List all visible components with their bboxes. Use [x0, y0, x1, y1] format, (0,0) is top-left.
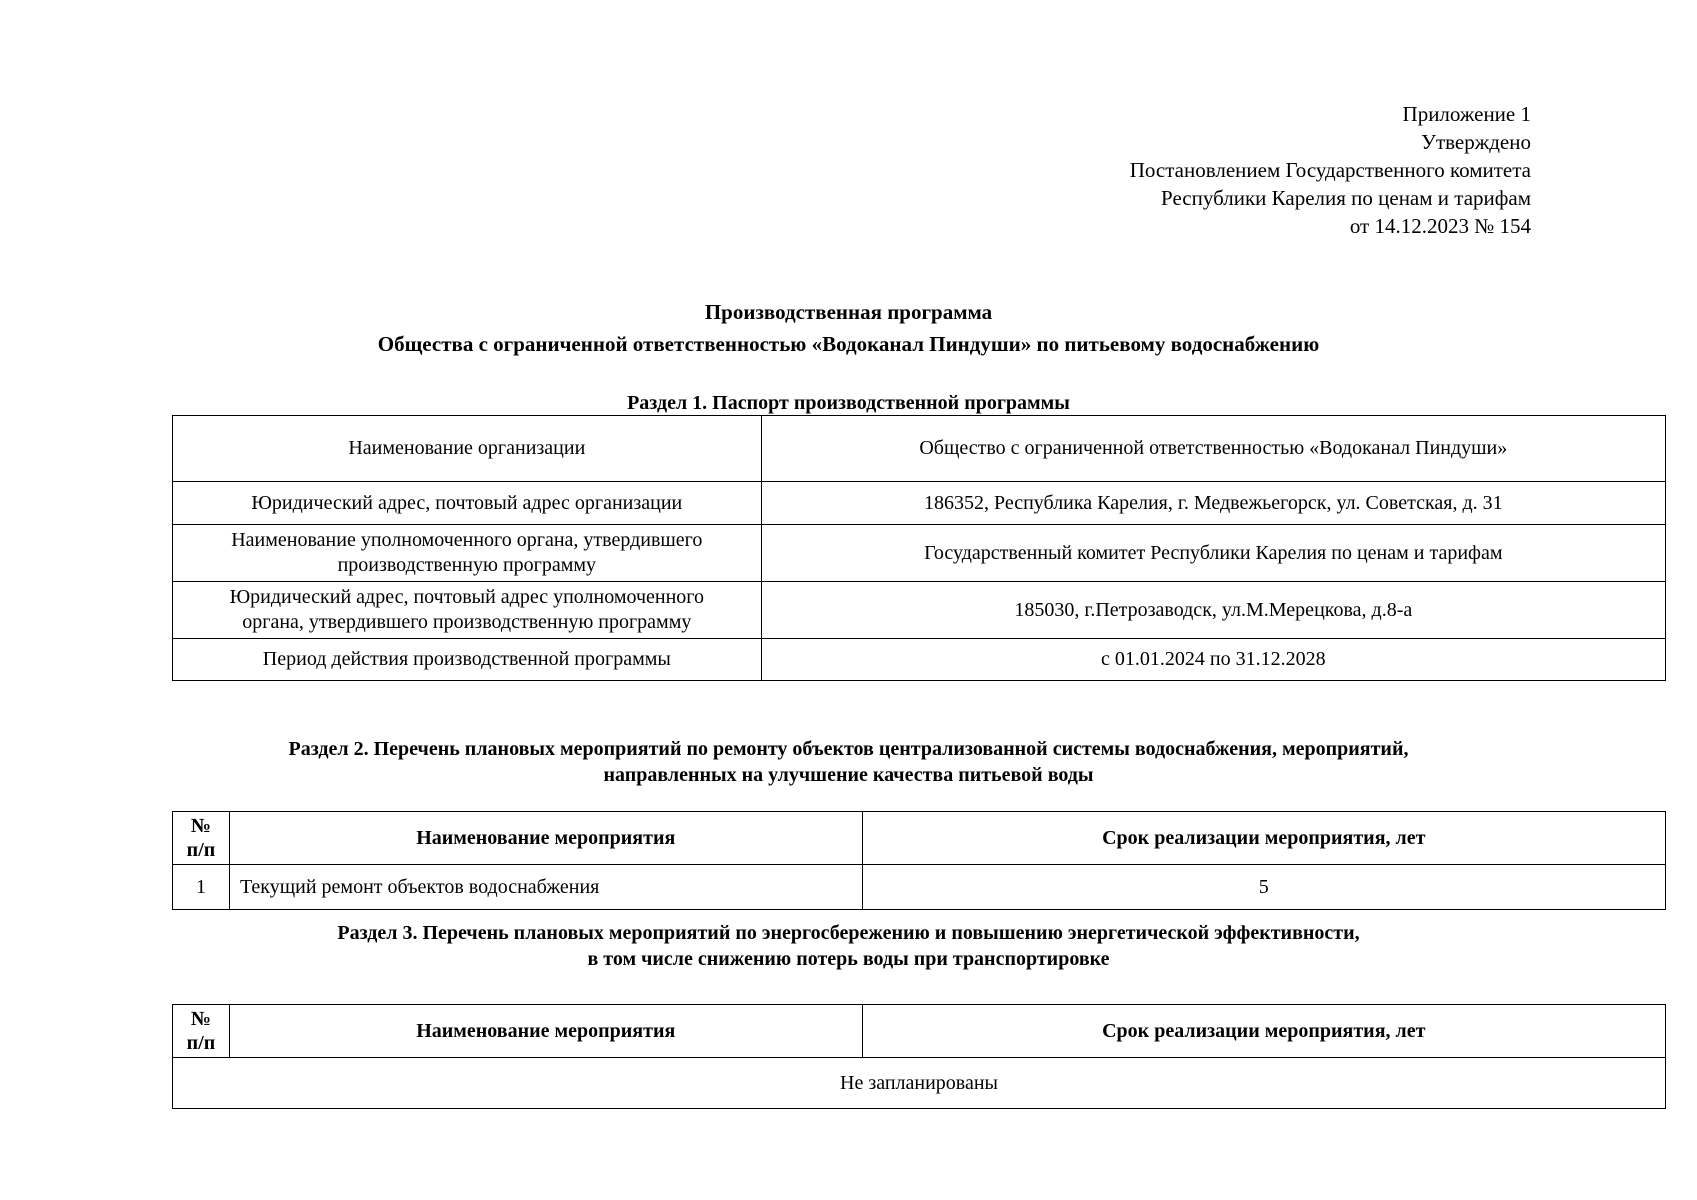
- passport-label: [173, 525, 762, 582]
- column-header-name: Наименование мероприятия: [229, 1005, 862, 1058]
- section3-heading-line-1: Раздел 3. Перечень плановых мероприятий по энергосбережению и повышению энергетической эффективности,: [337, 922, 1360, 944]
- passport-label-line: Юридический адрес, почтовый адрес уполномоченного: [229, 586, 705, 608]
- committee-label: Республики Карелия по ценам и тарифам: [1161, 186, 1531, 210]
- document-title: [0, 296, 1697, 360]
- column-header-number: [173, 1005, 230, 1058]
- passport-label-line: органа, утвердившего производственную программу: [242, 611, 692, 633]
- passport-label: Юридический адрес, почтовый адрес организации: [173, 482, 762, 525]
- title-line-2: Общества с ограниченной ответственностью «Водоканал Пиндуши» по питьевому водоснабжению: [377, 332, 1320, 356]
- section2-heading-line-1: Раздел 2. Перечень плановых мероприятий по ремонту объектов централизованной системы водоснабжения, мероприятий,: [288, 738, 1409, 760]
- table-header-row: [173, 812, 1666, 865]
- title-line-1: Производственная программа: [704, 300, 993, 324]
- table-row: [173, 416, 1666, 482]
- column-header-term: Срок реализации мероприятия, лет: [862, 812, 1665, 865]
- passport-label: [173, 582, 762, 639]
- passport-value: 186352, Республика Карелия, г. Медвежьегорск, ул. Советская, д. 31: [761, 482, 1665, 525]
- resolution-date: от 14.12.2023 № 154: [1349, 214, 1531, 238]
- passport-label: Наименование организации: [173, 416, 762, 482]
- table-row: [173, 482, 1666, 525]
- table-header-row: [173, 1005, 1666, 1058]
- section3-heading: [0, 920, 1697, 972]
- number-sign: №: [190, 815, 212, 837]
- passport-label-line: производственную программу: [337, 554, 597, 576]
- appendix-label: Приложение 1: [1402, 102, 1531, 126]
- not-planned-cell: Не запланированы: [173, 1058, 1666, 1109]
- section1-heading: Раздел 1. Паспорт производственной программы: [627, 392, 1070, 414]
- column-header-number: [173, 812, 230, 865]
- energy-measures-table: [172, 1004, 1666, 1109]
- section2-heading: [0, 736, 1697, 788]
- table-row: [173, 525, 1666, 582]
- approval-stamp: [1130, 100, 1531, 240]
- repair-measures-table: [172, 811, 1666, 910]
- table-row: [173, 639, 1666, 681]
- measure-name: Текущий ремонт объектов водоснабжения: [229, 865, 862, 910]
- passport-value: с 01.01.2024 по 31.12.2028: [761, 639, 1665, 681]
- section3-heading-line-2: в том числе снижению потерь воды при транспортировке: [587, 948, 1110, 970]
- passport-value: Общество с ограниченной ответственностью «Водоканал Пиндуши»: [761, 416, 1665, 482]
- measure-term: 5: [862, 865, 1665, 910]
- resolution-label: Постановлением Государственного комитета: [1129, 158, 1531, 182]
- passport-table: [172, 415, 1666, 681]
- approved-label: Утверждено: [1421, 130, 1531, 154]
- section2-heading-line-2: направленных на улучшение качества питьевой воды: [603, 764, 1094, 786]
- table-row: [173, 865, 1666, 910]
- passport-label-line: Наименование уполномоченного органа, утвердившего: [231, 529, 703, 551]
- table-row: [173, 582, 1666, 639]
- number-abbrev: п/п: [186, 1032, 216, 1054]
- passport-value: 185030, г.Петрозаводск, ул.М.Мерецкова, д.8-а: [761, 582, 1665, 639]
- passport-value: Государственный комитет Республики Карелия по ценам и тарифам: [761, 525, 1665, 582]
- row-number: 1: [173, 865, 230, 910]
- table-row: [173, 1058, 1666, 1109]
- number-sign: №: [190, 1008, 212, 1030]
- passport-label: Период действия производственной программы: [173, 639, 762, 681]
- column-header-term: Срок реализации мероприятия, лет: [862, 1005, 1665, 1058]
- number-abbrev: п/п: [186, 839, 216, 861]
- column-header-name: Наименование мероприятия: [229, 812, 862, 865]
